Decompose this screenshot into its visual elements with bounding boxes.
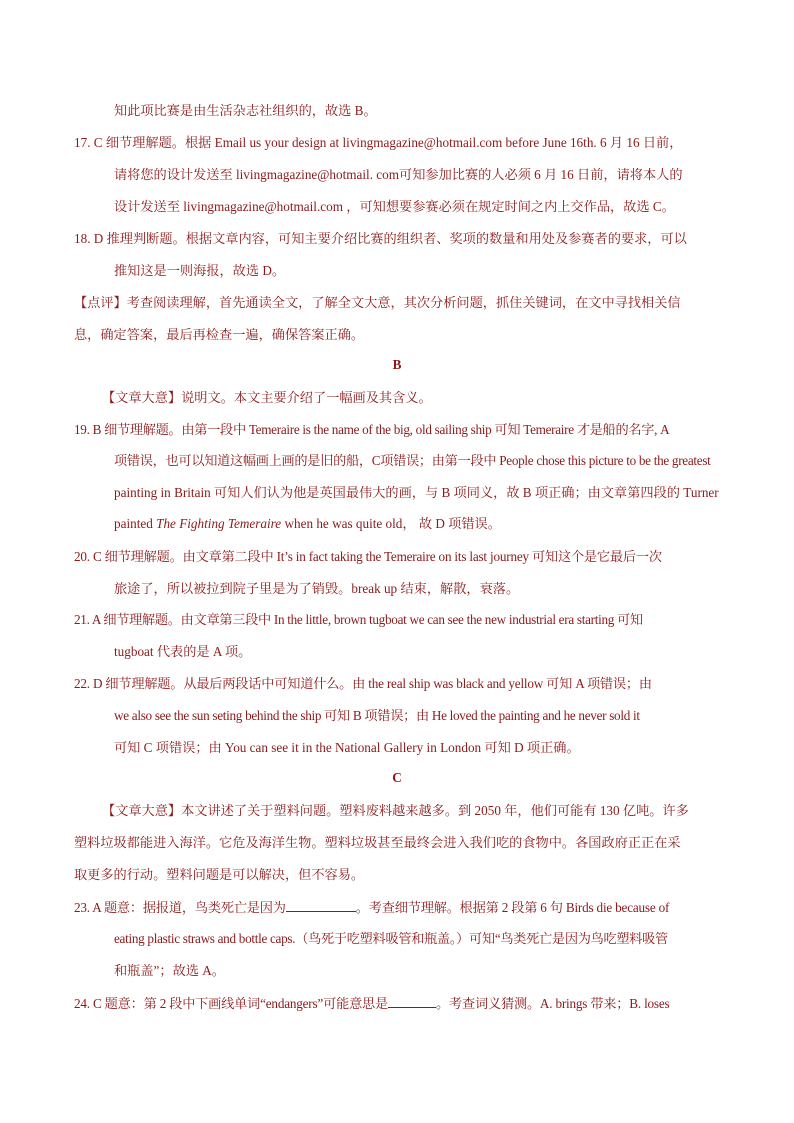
q24-line-1-suffix: 。考查词义猜测。A. brings 带来；B. loses bbox=[436, 996, 670, 1011]
q24-answer-blank bbox=[388, 993, 436, 1008]
q22-line-2: we also see the sun seting behind the ship 可知 B 项错误；由 He loved the painting and he never sold it bbox=[114, 708, 640, 723]
q23-line-3: 和瓶盖”；故选 A。 bbox=[114, 963, 225, 978]
q23-line-2: eating plastic straws and bottle caps.（鸟死于吃塑料吸管和瓶盖。）可知“鸟类死亡是因为鸟吃塑料吸管 bbox=[114, 931, 668, 946]
comment-line-2: 息，确定答案，最后再检查一遍，确保答案正确。 bbox=[74, 327, 365, 342]
section-c-main-line-1: 【文章大意】本文讲述了关于塑料问题。塑料废料越来越多。到 2050 年，他们可能有 130 亿吨。许多 bbox=[102, 803, 689, 818]
section-c-main-line-3: 取更多的行动。塑料问题是可以解决，但不容易。 bbox=[74, 867, 365, 882]
q18-line-2: 推知这是一则海报，故选 D。 bbox=[114, 263, 286, 278]
q19-line-4-suffix: when he was quite old， 故 D 项错误。 bbox=[281, 516, 501, 531]
q23-line-1 bbox=[74, 897, 669, 918]
section-b-main-idea: 【文章大意】说明文。本文主要介绍了一幅画及其含义。 bbox=[102, 390, 432, 405]
q19-line-1: 19. B 细节理解题。由第一段中 Temeraire is the name of the big, old sailing ship 可知 Temeraire 才是船的名字, A bbox=[74, 422, 670, 437]
q17-line-2: 请将您的设计发送至 livingmagazine@hotmail. com可知参加比赛的人必须 6 月 16 日前，请将本人的 bbox=[114, 167, 683, 182]
q24-line-1 bbox=[74, 993, 669, 1014]
q22-line-3: 可知 C 项错误；由 You can see it in the National Gallery in London 可知 D 项正确。 bbox=[114, 740, 580, 755]
q17-line-3: 设计发送至 livingmagazine@hotmail.com ，可知想要参赛必须在规定时间之内上交作品，故选 C。 bbox=[114, 199, 675, 214]
section-c-main-line-2: 塑料垃圾都能进入海洋。它危及海洋生物。塑料垃圾甚至最终会进入我们吃的食物中。各国政府正正在采 bbox=[74, 835, 681, 850]
comment-line-1: 【点评】考查阅读理解，首先通读全文，了解全文大意，其次分析问题，抓住关键词，在文中寻找相关信 bbox=[74, 295, 681, 310]
section-c-heading: C bbox=[392, 770, 402, 785]
q17-line-1: 17. C 细节理解题。根据 Email us your design at livingmagazine@hotmail.com before June 16th. 6 月 16 日前， bbox=[74, 135, 683, 150]
q20-line-2: 旅途了，所以被拉到院子里是为了销毁。break up 结束，解散，衰落。 bbox=[114, 581, 520, 596]
q24-line-1-prefix: 24. C 题意：第 2 段中下画线单词“endangers”可能意思是 bbox=[74, 996, 389, 1011]
q21-line-1: 21. A 细节理解题。由文章第三段中 In the little, brown tugboat we can see the new industrial era starting 可知 bbox=[74, 612, 643, 627]
q23-line-1-suffix: 。考查细节理解。根据第 2 段第 6 句 Birds die because of bbox=[355, 900, 670, 915]
section-b-heading: B bbox=[392, 357, 402, 372]
q23-answer-blank bbox=[286, 897, 356, 912]
q20-line-1: 20. C 细节理解题。由文章第二段中 It’s in fact taking the Temeraire on its last journey 可知这个是它最后一次 bbox=[74, 549, 662, 564]
q21-line-2: tugboat 代表的是 A 项。 bbox=[114, 644, 252, 659]
q16-conclusion-line: 知此项比赛是由生活杂志社组织的，故选 B。 bbox=[114, 103, 377, 118]
q18-line-1: 18. D 推理判断题。根据文章内容，可知主要介绍比赛的组织者、奖项的数量和用处及参赛者的要求，可以 bbox=[74, 231, 687, 246]
q23-line-1-prefix: 23. A 题意：据报道，鸟类死亡是因为 bbox=[74, 900, 286, 915]
q19-line-3: painting in Britain 可知人们认为他是英国最伟大的画，与 B 项同义，故 B 项正确；由文章第四段的 Turner bbox=[114, 485, 719, 500]
q22-line-1: 22. D 细节理解题。从最后两段话中可知道什么。由 the real ship was black and yellow 可知 A 项错误；由 bbox=[74, 676, 652, 691]
q19-line-2: 项错误，也可以知道这幅画上画的是旧的船，C项错误；由第一段中 People chose this picture to be the greatest bbox=[114, 453, 711, 468]
q19-line-4 bbox=[114, 514, 501, 534]
painting-title: The Fighting Temeraire bbox=[156, 516, 282, 531]
q19-line-4-prefix: painted bbox=[114, 516, 157, 531]
